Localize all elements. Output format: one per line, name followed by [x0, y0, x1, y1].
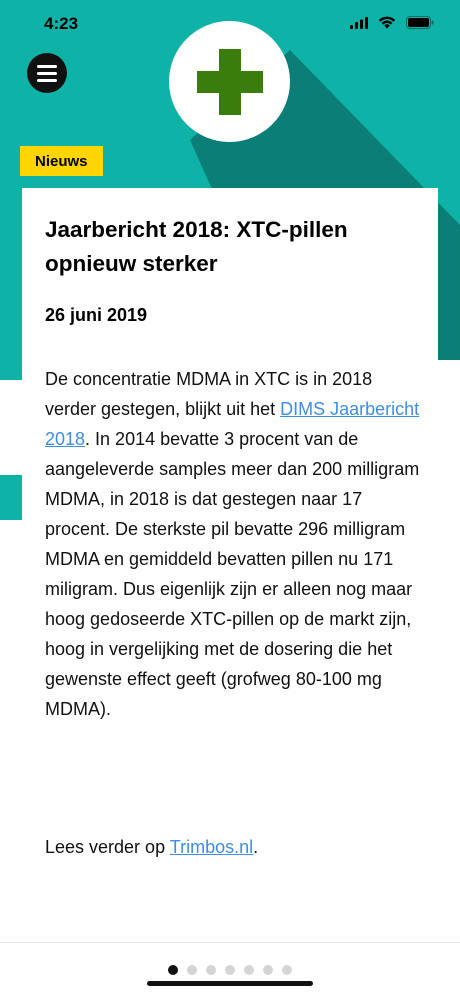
- logo: [169, 21, 290, 142]
- page-dot[interactable]: [263, 965, 273, 975]
- bottom-divider: [0, 942, 460, 943]
- read-more: [45, 832, 420, 862]
- article-body: [45, 364, 420, 724]
- article-body-text: De concentratie MDMA in XTC is in 2018 verder gestegen, blijkt uit het: [45, 369, 373, 419]
- page-dot[interactable]: [187, 965, 197, 975]
- green-cross-icon: [197, 49, 263, 115]
- page-dot[interactable]: [244, 965, 254, 975]
- background-stripe-left: [0, 380, 22, 475]
- wifi-icon: [378, 16, 396, 29]
- page-dot[interactable]: [225, 965, 235, 975]
- home-indicator[interactable]: [147, 981, 313, 986]
- page-dot[interactable]: [168, 965, 178, 975]
- article-date: 26 juni 2019: [45, 305, 148, 325]
- article-body-text-continued: . In 2014 bevatte 3 procent van de aangeleverde samples meer dan 200 milligram MDMA, in 2018 is dat gestegen naar 17 procent. De sterkste pil bevatte 296 milligram MDMA en gemiddeld bevatten pillen nu 171 miligram. Dus eigenlijk zijn er alleen nog maar hoog gedoseerde XTC-pillen op de markt zijn, hoog in vergelijking met de dosering die het gewenste effect geeft (grofweg 80-100 mg MDMA).: [45, 429, 420, 719]
- trimbos-link[interactable]: Trimbos.nl: [169, 837, 254, 857]
- page-indicator: [0, 965, 460, 975]
- category-badge: Nieuws: [20, 146, 103, 176]
- read-more-text: Lees verder op: [45, 837, 170, 857]
- signal-icon: [350, 17, 368, 29]
- dims-report-link[interactable]: DIMS Jaarbericht 2018: [45, 399, 420, 449]
- status-time: 4:23: [44, 14, 79, 33]
- hamburger-menu-icon: [37, 65, 57, 68]
- page-dot[interactable]: [206, 965, 216, 975]
- battery-icon: [406, 16, 434, 29]
- background-stripe-right: [438, 360, 460, 520]
- menu-button[interactable]: [27, 53, 67, 93]
- page-dot[interactable]: [282, 965, 292, 975]
- article-title: Jaarbericht 2018: XTC-pillen opnieuw sterker: [45, 217, 348, 276]
- status-icons: [350, 16, 434, 29]
- read-more-period: .: [253, 837, 259, 857]
